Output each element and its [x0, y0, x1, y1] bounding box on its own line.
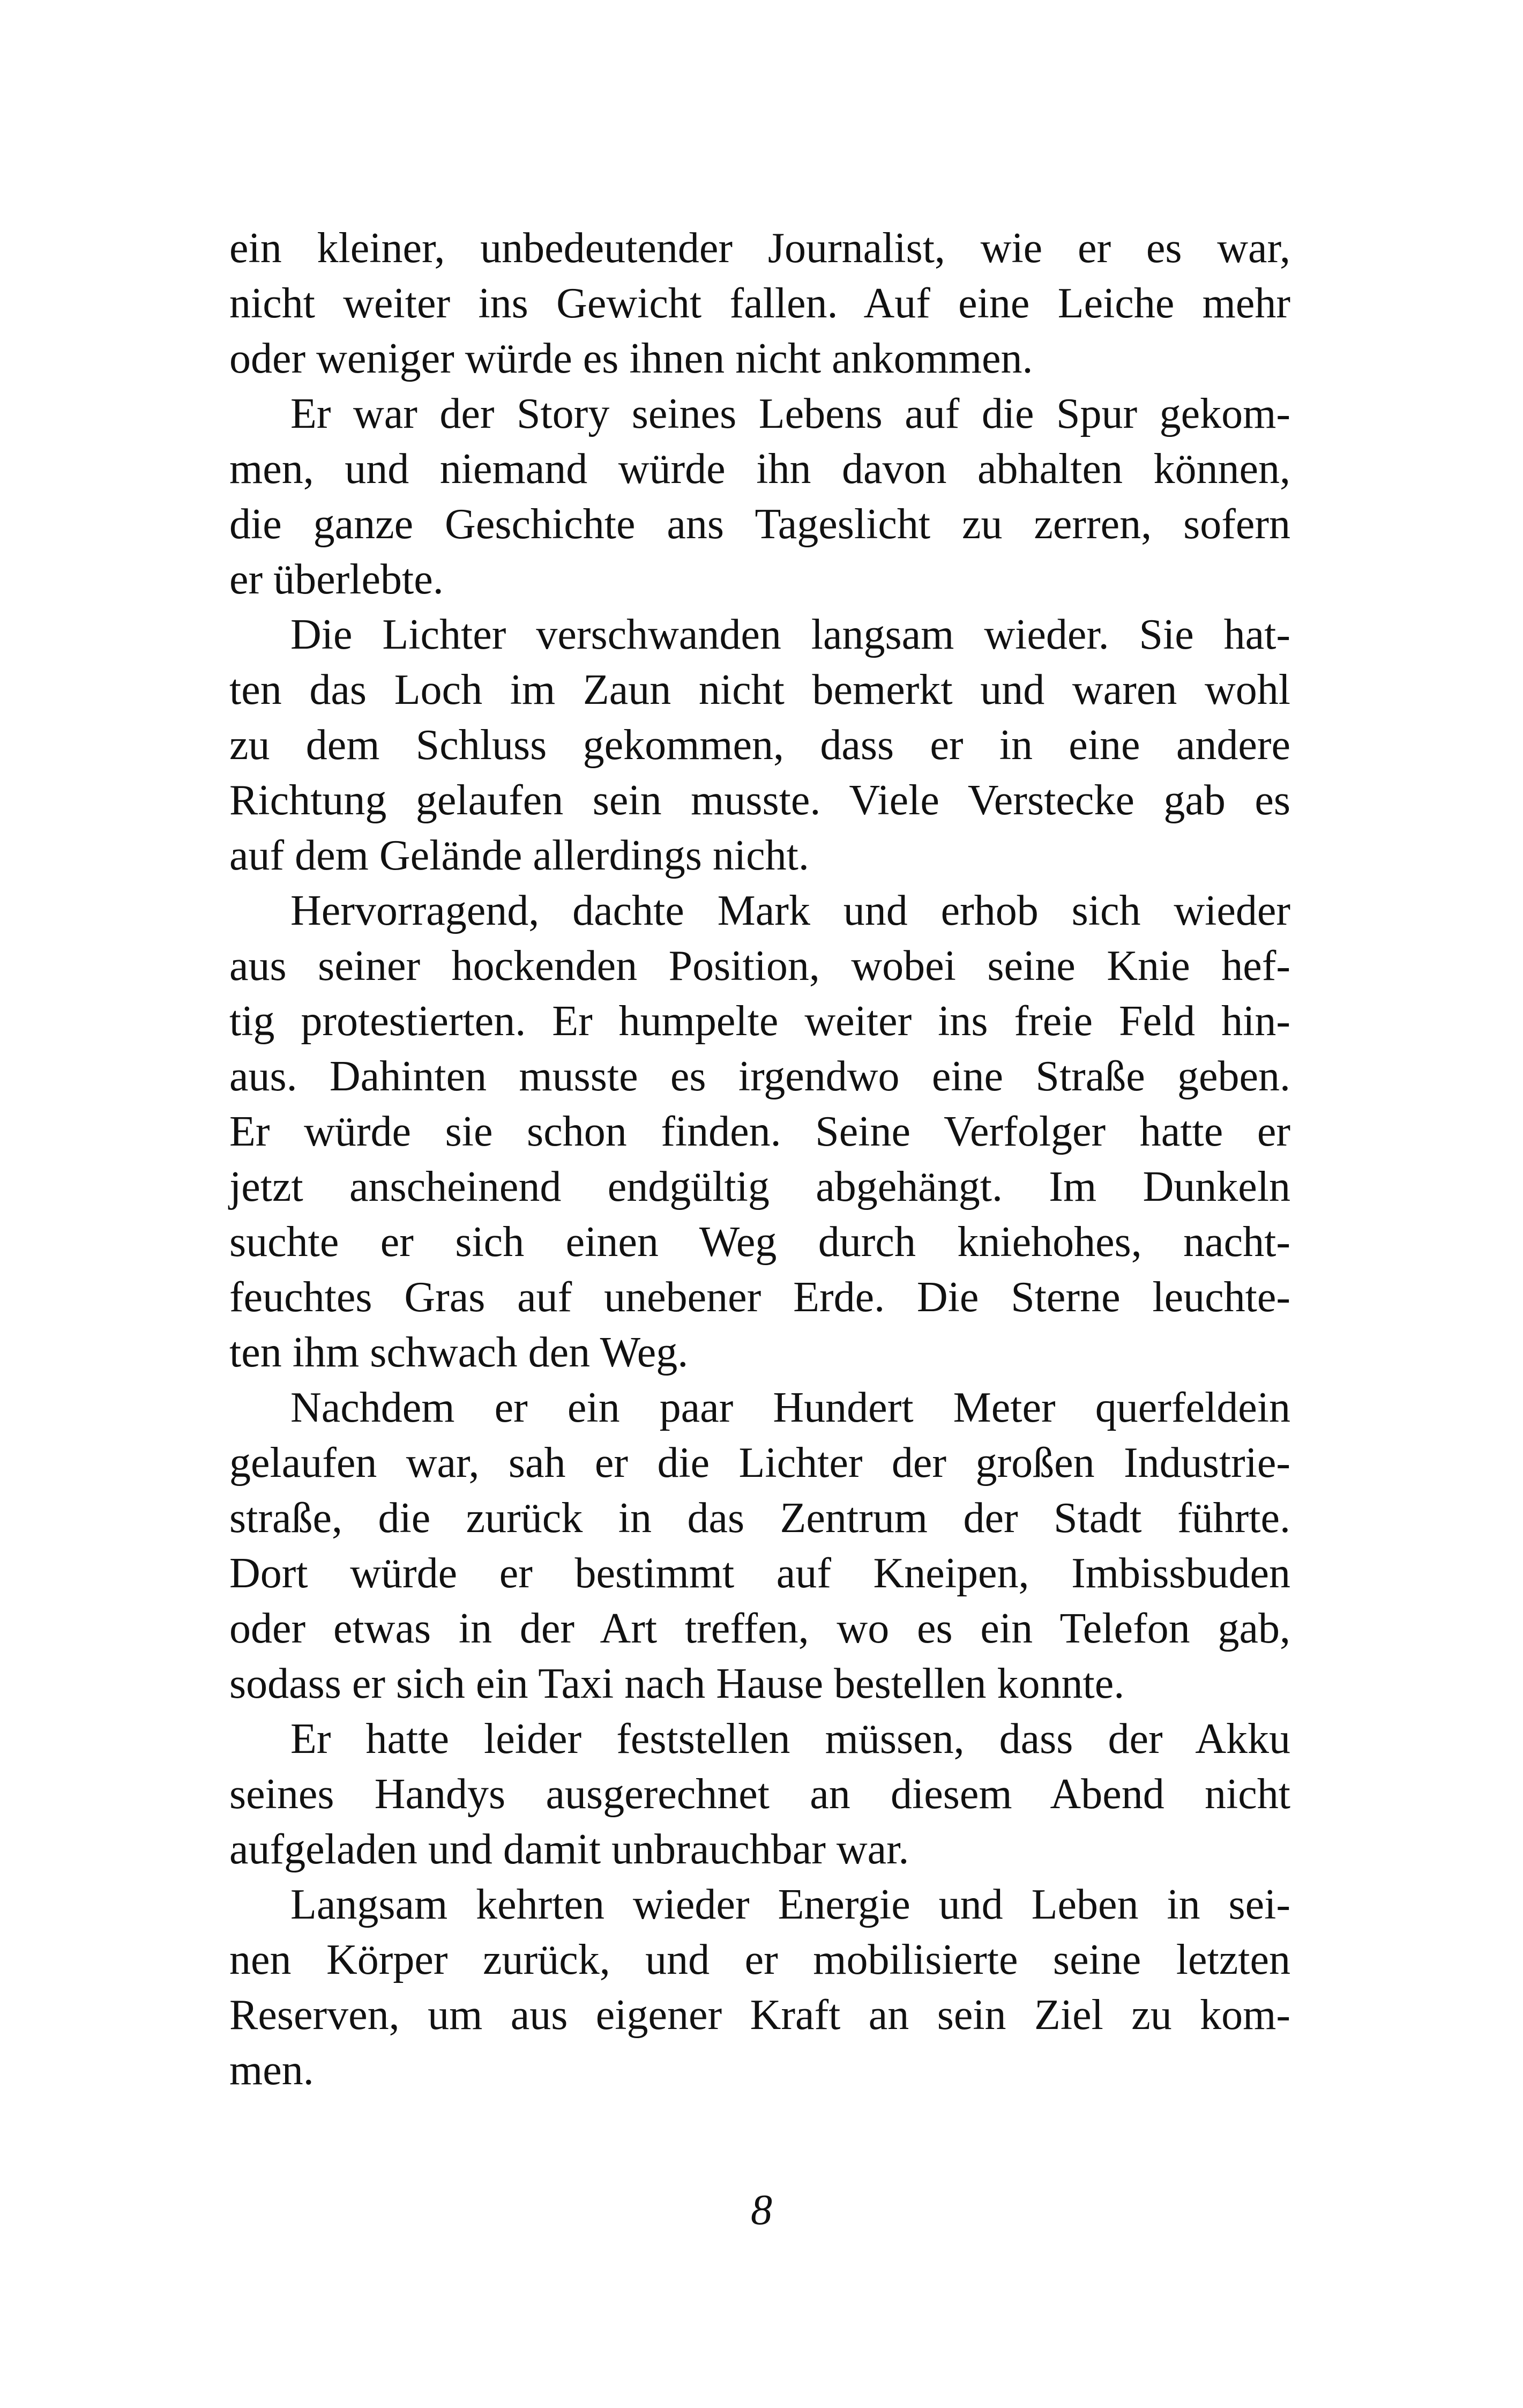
text-line: seines Handys ausgerechnet an diesem Abend nicht: [229, 1771, 1290, 1818]
text-line: ten ihm schwach den Weg.: [229, 1329, 689, 1376]
text-line: Reserven, um aus eigener Kraft an sein Ziel zu kom-: [229, 1991, 1290, 2039]
text-line: men, und niemand würde ihn davon abhalten können,: [229, 445, 1290, 493]
text-line: Er würde sie schon finden. Seine Verfolger hatte er: [229, 1108, 1290, 1155]
text-line: suchte er sich einen Weg durch kniehohes, nacht-: [229, 1218, 1290, 1266]
text-line: tig protestierten. Er humpelte weiter ins freie Feld hin-: [229, 998, 1290, 1045]
paragraph: [229, 883, 1290, 1380]
text-line: Die Lichter verschwanden langsam wieder. Sie hat-: [290, 611, 1290, 658]
text-line: ten das Loch im Zaun nicht bemerkt und waren wohl: [229, 666, 1290, 714]
paragraph: [229, 1380, 1290, 1712]
text-line: sodass er sich ein Taxi nach Hause bestellen konnte.: [229, 1660, 1125, 1707]
paragraph: [229, 1877, 1290, 2098]
text-line: auf dem Gelände allerdings nicht.: [229, 832, 809, 879]
body-text: [229, 221, 1290, 2098]
text-line: Hervorragend, dachte Mark und erhob sich wieder: [290, 887, 1290, 934]
text-line: men.: [229, 2047, 314, 2094]
text-line: feuchtes Gras auf unebener Erde. Die Sterne leuchte-: [229, 1274, 1290, 1321]
text-line: gelaufen war, sah er die Lichter der großen Industrie-: [229, 1439, 1290, 1487]
text-line: nicht weiter ins Gewicht fallen. Auf eine Leiche mehr: [229, 280, 1290, 327]
text-line: aus. Dahinten musste es irgendwo eine Straße geben.: [229, 1053, 1290, 1100]
text-line: ein kleiner, unbedeutender Journalist, wie er es war,: [229, 225, 1290, 272]
text-line: Richtung gelaufen sein musste. Viele Verstecke gab es: [229, 777, 1290, 824]
text-line: oder etwas in der Art treffen, wo es ein Telefon gab,: [229, 1605, 1290, 1652]
text-line: er überlebte.: [229, 556, 444, 603]
paragraph: [229, 1712, 1290, 1877]
text-line: aus seiner hockenden Position, wobei seine Knie hef-: [229, 942, 1290, 990]
text-line: Nachdem er ein paar Hundert Meter querfeldein: [290, 1384, 1290, 1431]
paragraph: [229, 607, 1290, 883]
text-line: Er war der Story seines Lebens auf die Spur gekom-: [290, 390, 1290, 437]
text-line: Dort würde er bestimmt auf Kneipen, Imbissbuden: [229, 1550, 1290, 1597]
text-line: zu dem Schluss gekommen, dass er in eine andere: [229, 722, 1290, 769]
page-number: 8: [751, 2187, 772, 2234]
paragraph: [229, 387, 1290, 607]
text-line: Er hatte leider feststellen müssen, dass der Akku: [290, 1715, 1290, 1763]
text-line: die ganze Geschichte ans Tageslicht zu zerren, sofern: [229, 501, 1290, 548]
text-line: oder weniger würde es ihnen nicht ankommen.: [229, 335, 1033, 382]
text-line: jetzt anscheinend endgültig abgehängt. Im Dunkeln: [229, 1163, 1290, 1210]
text-line: aufgeladen und damit unbrauchbar war.: [229, 1826, 909, 1873]
paragraph: [229, 221, 1290, 387]
text-line: straße, die zurück in das Zentrum der Stadt führte.: [229, 1495, 1290, 1542]
text-line: Langsam kehrten wieder Energie und Leben in sei-: [290, 1881, 1290, 1928]
text-line: nen Körper zurück, und er mobilisierte seine letzten: [229, 1936, 1290, 1983]
